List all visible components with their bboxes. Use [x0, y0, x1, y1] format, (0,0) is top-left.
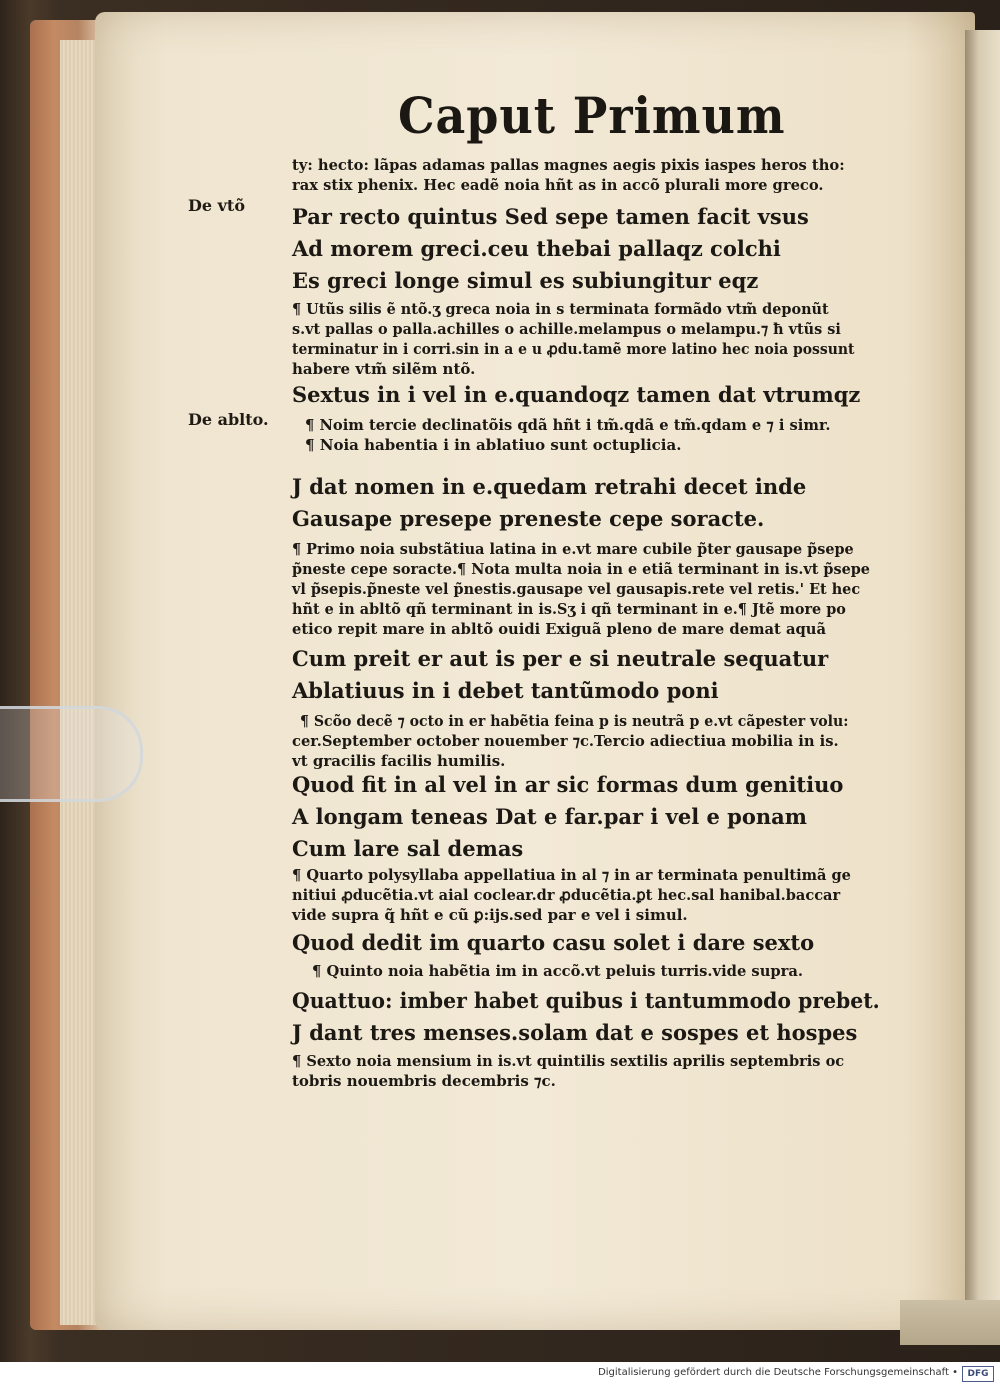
margin-note-ablative: De ablto. [188, 410, 269, 429]
text-line: p̃neste cepe soracte.¶ Nota multa noia in e etiã terminant in is.vt p̃sepe [292, 560, 870, 578]
paper-clip [0, 706, 143, 802]
text-line: ty: hecto: lãpas adamas pallas magnes aegis pixis iaspes heros tho: [292, 156, 845, 174]
text-line: habere vtm̃ silẽm ntõ. [292, 360, 476, 378]
dfg-logo: DFG [962, 1366, 994, 1382]
verse-line: Quattuo: imber habet quibus i tantummodo prebet. [292, 988, 880, 1013]
text-line: tobris nouembris decembris ⁊c. [292, 1072, 556, 1090]
text-line: etico repit mare in abltõ ouidi Exiguã pleno de mare demat aquã [292, 620, 826, 638]
verse-line: A longam teneas Dat e far.par i vel e ponam [292, 804, 807, 829]
verse-line: Quod dedit im quarto casu solet i dare sexto [292, 930, 815, 955]
verse-line: Gausape presepe preneste cepe soracte. [292, 506, 765, 531]
text-line: ¶ Scõo decẽ ⁊ octo in er habẽtia feina p is neutrã p e.vt cãpester volu: [300, 712, 849, 730]
verse-line: Par recto quintus Sed sepe tamen facit vsus [292, 204, 809, 229]
verse-line: Ablatiuus in i debet tantũmodo poni [292, 678, 719, 703]
chapter-heading: Caput Primum [398, 86, 786, 145]
text-line: vide supra q̃ hñt e cũ ꝑ:ijs.sed par e vel i simul. [292, 906, 688, 924]
verse-line: Cum preit er aut is per e si neutrale sequatur [292, 646, 829, 671]
text-line: ¶ Sexto noia mensium in is.vt quintilis sextilis aprilis septembris oc [292, 1052, 845, 1070]
text-line: ¶ Quinto noia habẽtia im in accõ.vt peluis turris.vide supra. [312, 962, 804, 980]
text-line: nitiui ꝓducẽtia.vt aial coclear.dr ꝓducẽtia.ꝑt hec.sal hanibal.baccar [292, 886, 841, 904]
text-line: ¶ Primo noia substãtiua latina in e.vt mare cubile p̃ter gausape p̃sepe [292, 540, 854, 558]
text-line: s.vt pallas o palla.achilles o achille.melampus o melampu.⁊ ħ vtũs si [292, 320, 841, 338]
verse-line: Cum lare sal demas [292, 836, 524, 861]
facing-page-edge [965, 30, 1000, 1330]
verse-line: Es greci longe simul es subiungitur eqz [292, 268, 759, 293]
text-line: ¶ Noia habentia i in ablatiuo sunt octuplicia. [305, 436, 682, 454]
verse-line: J dant tres menses.solam dat e sospes et hospes [292, 1020, 858, 1045]
text-line: ¶ Utũs silis ẽ ntõ.ʒ greca noia in s terminata formãdo vtm̃ deponũt [292, 300, 829, 318]
text-line: vt gracilis facilis humilis. [292, 752, 506, 770]
text-line: terminatur in i corri.sin in a e u ꝓdu.tamẽ more latino hec noia possunt [292, 340, 855, 358]
text-line: ¶ Noim tercie declinatõis qdã hñt i tm̃.qdã e tm̃.qdam e ⁊ i simr. [305, 416, 831, 434]
verse-line: Ad morem greci.ceu thebai pallaqz colchi [292, 236, 781, 261]
margin-note-vocative: De vtõ [188, 196, 245, 215]
verse-line: Sextus in i vel in e.quandoqz tamen dat vtrumqz [292, 382, 861, 407]
page-corner [900, 1300, 1000, 1345]
verse-line: Quod fit in al vel in ar sic formas dum genitiuo [292, 772, 844, 797]
verse-line: J dat nomen in e.quedam retrahi decet inde [292, 474, 807, 499]
funding-credit: Digitalisierung gefördert durch die Deutsche Forschungsgemeinschaft • [598, 1367, 958, 1378]
text-line: rax stix phenix. Hec eadẽ noia hñt as in accõ plurali more greco. [292, 176, 824, 194]
text-line: vl p̃sepis.p̃neste vel p̃nestis.gausape vel gausapis.rete vel retis.' Et hec [292, 580, 861, 598]
text-line: cer.September october nouember ⁊c.Tercio adiectiua mobilia in is. [292, 732, 839, 750]
text-line: hñt e in abltõ qñ terminant in is.Sʒ i qñ terminant in e.¶ Jtẽ more po [292, 600, 846, 618]
text-line: ¶ Quarto polysyllaba appellatiua in al ⁊ in ar terminata penultimã ge [292, 866, 851, 884]
